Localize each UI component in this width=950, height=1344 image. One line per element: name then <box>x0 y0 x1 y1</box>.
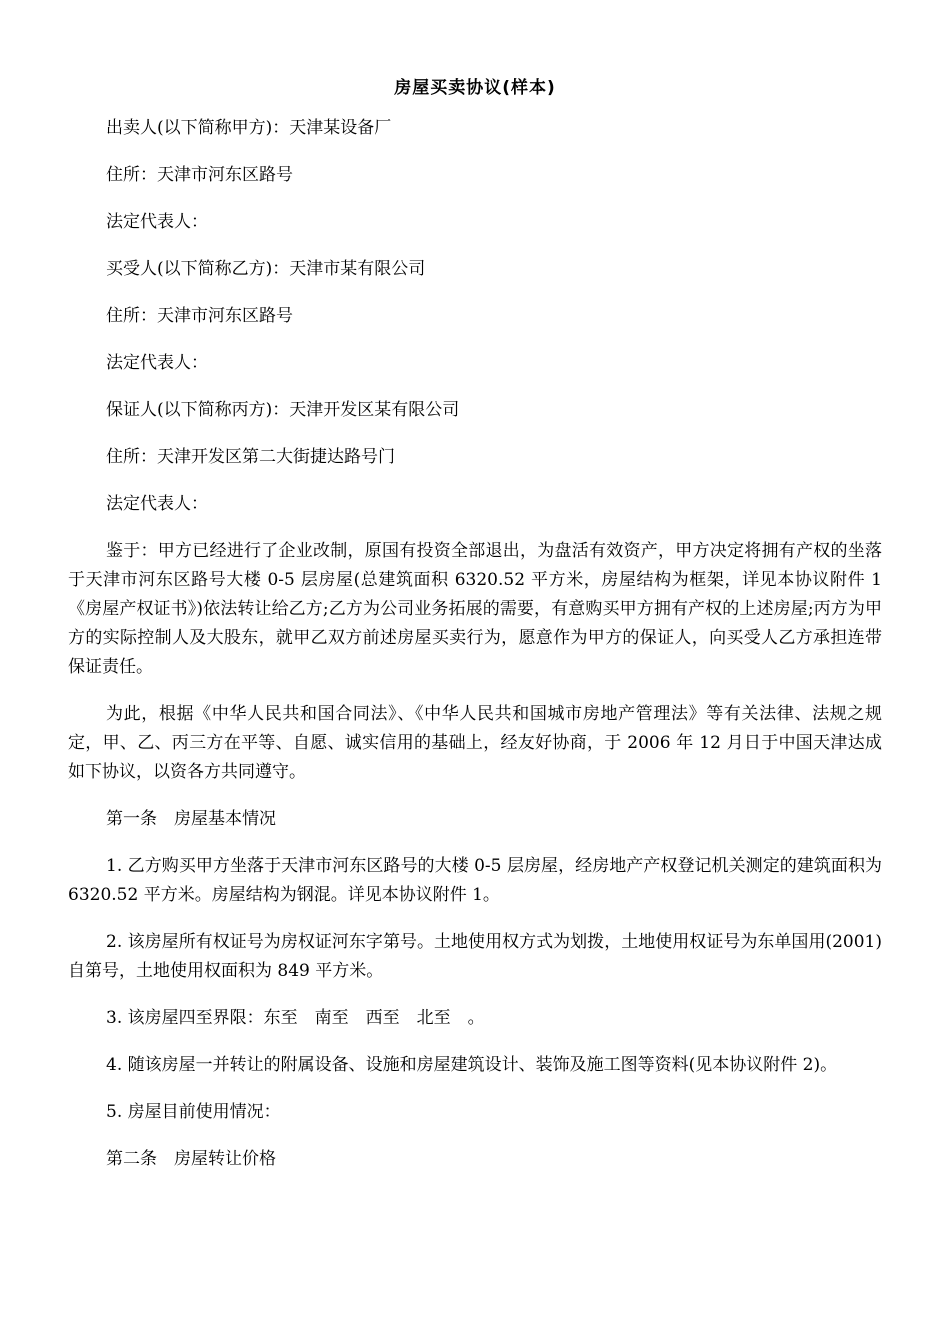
whereas-paragraph: 鉴于：甲方已经进行了企业改制，原国有投资全部退出，为盘活有效资产，甲方决定将拥有产权的坐落于天津市河东区路号大楼 0-5 层房屋(总建筑面积 6320.52 平方米，房屋结构为框架，详见本协议附件 1《房屋产权证书》)依法转让给乙方;乙方为公司业务拓展的需要，有意购买甲方拥有产权的上述房屋;丙方为甲方的实际控制人及大股东，就甲乙双方前述房屋买卖行为，愿意作为甲方的保证人，向买受人乙方承担连带保证责任。 <box>68 541 882 677</box>
seller-address: 住所：天津市河东区路号 <box>106 165 293 185</box>
document-page <box>68 74 882 1192</box>
guarantor-address: 住所：天津开发区第二大街捷达路号门 <box>106 447 395 467</box>
document-title: 房屋买卖协议(样本) <box>394 78 556 98</box>
buyer-address: 住所：天津市河东区路号 <box>106 306 293 326</box>
article-1-item-1: 1. 乙方购买甲方坐落于天津市河东区路号的大楼 0-5 层房屋，经房地产产权登记机关测定的建筑面积为 6320.52 平方米。房屋结构为钢混。详见本协议附件 1。 <box>68 856 882 905</box>
buyer-representative: 法定代表人： <box>106 353 208 373</box>
basis-paragraph: 为此，根据《中华人民共和国合同法》、《中华人民共和国城市房地产管理法》等有关法律、法规之规定，甲、乙、丙三方在平等、自愿、诚实信用的基础上，经友好协商，于 2006 年 12 月日于中国天津达成如下协议，以资各方共同遵守。 <box>68 704 882 782</box>
guarantor-line: 保证人(以下简称丙方)：天津开发区某有限公司 <box>106 400 460 420</box>
article-1-heading: 第一条 房屋基本情况 <box>106 809 276 829</box>
buyer-line: 买受人(以下简称乙方)：天津市某有限公司 <box>106 259 426 279</box>
seller-representative: 法定代表人： <box>106 212 208 232</box>
article-1-item-4: 4. 随该房屋一并转让的附属设备、设施和房屋建筑设计、装饰及施工图等资料(见本协议附件 2)。 <box>106 1055 838 1075</box>
article-1-item-3: 3. 该房屋四至界限：东至 南至 西至 北至 。 <box>106 1008 485 1028</box>
article-2-heading: 第二条 房屋转让价格 <box>106 1149 276 1169</box>
article-1-item-2: 2. 该房屋所有权证号为房权证河东字第号。土地使用权方式为划拨，土地使用权证号为东单国用(2001)自第号，土地使用权面积为 849 平方米。 <box>68 932 882 981</box>
seller-line: 出卖人(以下简称甲方)：天津某设备厂 <box>106 118 392 138</box>
guarantor-representative: 法定代表人： <box>106 494 208 514</box>
article-1-item-5: 5. 房屋目前使用情况： <box>106 1102 281 1122</box>
